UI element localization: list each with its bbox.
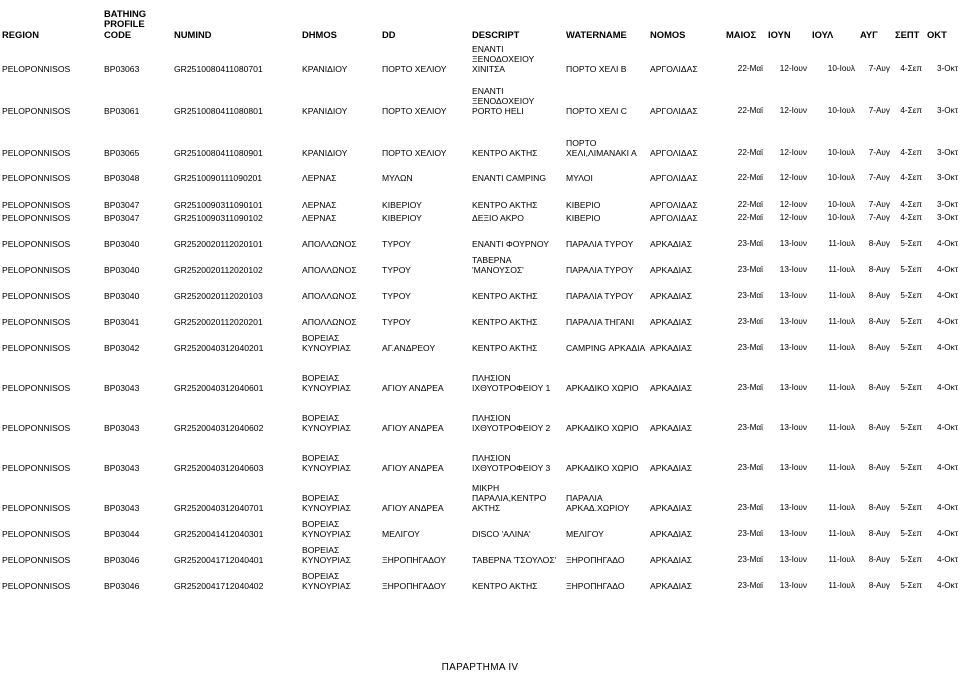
cell-dd: ΠΟΡΤΟ ΧΕΛΙΟΥ: [382, 64, 447, 74]
cell-avg: 8-Αυγ: [868, 317, 890, 326]
table-body: [0, 40, 960, 591]
table-row: [0, 473, 960, 513]
cell-dhmos: ΒΟΡΕΙΑΣ ΚΥΝΟΥΡΙΑΣ: [302, 413, 351, 433]
header-ioul: ΙΟΥΛ: [812, 28, 834, 40]
cell-avg: 8-Αυγ: [868, 463, 890, 472]
cell-ioun: 12-Ιουν: [779, 106, 807, 115]
cell-region: PELOPONNISOS: [2, 581, 71, 591]
cell-dhmos: ΒΟΡΕΙΑΣ ΚΥΝΟΥΡΙΑΣ: [302, 333, 351, 353]
cell-nomos: ΑΡΓΟΛΙΔΑΣ: [650, 213, 698, 223]
cell-profile-code: BP03047: [104, 200, 140, 210]
cell-region: PELOPONNISOS: [2, 383, 71, 393]
table-row: [0, 353, 960, 393]
cell-dd: ΑΓ.ΑΝΔΡΕΟΥ: [382, 343, 436, 353]
cell-maios: 23-Μαϊ: [737, 239, 763, 248]
cell-avg: 8-Αυγ: [868, 581, 890, 590]
cell-nomos: ΑΡΚΑΔΙΑΣ: [650, 265, 693, 275]
cell-dhmos: ΒΟΡΕΙΑΣ ΚΥΝΟΥΡΙΑΣ: [302, 373, 351, 393]
cell-watername: ΜΥΛΟΙ: [566, 173, 593, 183]
cell-profile-code: BP03061: [104, 106, 140, 116]
cell-numind: GR2520020112020103: [174, 291, 263, 301]
cell-numind: GR2510080411080801: [174, 106, 263, 116]
cell-descript: ΚΕΝΤΡΟ ΑΚΤΗΣ: [472, 343, 538, 353]
cell-numind: GR2520020112020102: [174, 265, 263, 275]
header-bathing-profile-code: BATHING PROFILE CODE: [104, 7, 147, 40]
cell-watername: ΑΡΚΑΔΙΚΟ ΧΩΡΙΟ: [566, 463, 639, 473]
cell-maios: 23-Μαϊ: [737, 343, 763, 352]
cell-dd: ΤΥΡΟΥ: [382, 317, 411, 327]
header-row: [0, 0, 960, 40]
cell-ioul: 11-Ιουλ: [828, 265, 855, 274]
cell-dhmos: ΛΕΡΝΑΣ: [302, 213, 337, 223]
cell-region: PELOPONNISOS: [2, 148, 71, 158]
cell-ioul: 10-Ιουλ: [827, 213, 855, 222]
cell-profile-code: BP03043: [104, 423, 140, 433]
cell-maios: 23-Μαϊ: [737, 503, 763, 512]
cell-watername: ΞΗΡΟΠΗΓΑΔΟ: [566, 555, 625, 565]
cell-nomos: ΑΡΓΟΛΙΔΑΣ: [650, 64, 698, 74]
cell-ioun: 13-Ιουν: [779, 423, 807, 432]
cell-numind: GR2510080411080701: [174, 64, 263, 74]
cell-ioun: 13-Ιουν: [779, 239, 807, 248]
cell-avg: 7-Αυγ: [868, 106, 890, 115]
cell-region: PELOPONNISOS: [2, 343, 71, 353]
cell-numind: GR2510090311090102: [174, 213, 263, 223]
cell-okt: 4-Οκτ: [937, 423, 958, 432]
cell-descript: ΜΙΚΡΗ ΠΑΡΑΛΙΑ,ΚΕΝΤΡΟ ΑΚΤΗΣ: [472, 483, 547, 513]
cell-ioul: 11-Ιουλ: [828, 383, 855, 392]
cell-profile-code: BP03065: [104, 148, 140, 158]
cell-nomos: ΑΡΚΑΔΙΑΣ: [650, 529, 693, 539]
cell-descript: ΚΕΝΤΡΟ ΑΚΤΗΣ: [472, 200, 538, 210]
cell-dhmos: ΛΕΡΝΑΣ: [302, 200, 337, 210]
header-ioun: ΙΟΥΝ: [768, 28, 791, 40]
cell-numind: GR2520040312040602: [174, 423, 264, 433]
cell-region: PELOPONNISOS: [2, 239, 71, 249]
cell-dd: ΞΗΡΟΠΗΓΑΔΟΥ: [382, 581, 446, 591]
cell-ioun: 13-Ιουν: [779, 463, 807, 472]
cell-dd: ΑΓΙΟΥ ΑΝΔΡΕΑ: [382, 463, 444, 473]
cell-ioul: 11-Ιουλ: [828, 343, 855, 352]
header-maios: ΜΑΙΟΣ: [726, 28, 757, 40]
cell-maios: 23-Μαϊ: [737, 317, 763, 326]
cell-nomos: ΑΡΓΟΛΙΔΑΣ: [650, 106, 698, 116]
cell-maios: 22-Μαϊ: [737, 173, 763, 182]
cell-numind: GR2520020112020101: [174, 239, 263, 249]
cell-maios: 22-Μαϊ: [737, 200, 763, 209]
cell-okt: 4-Οκτ: [937, 317, 958, 326]
cell-dhmos: ΒΟΡΕΙΑΣ ΚΥΝΟΥΡΙΑΣ: [302, 453, 351, 473]
table-row: [0, 223, 960, 249]
cell-dhmos: ΑΠΟΛΛΩΝΟΣ: [302, 317, 357, 327]
cell-nomos: ΑΡΚΑΔΙΑΣ: [650, 555, 693, 565]
cell-ioul: 10-Ιουλ: [827, 148, 855, 157]
cell-ioun: 13-Ιουν: [779, 291, 807, 300]
cell-dd: ΤΥΡΟΥ: [382, 239, 411, 249]
header-dd: DD: [382, 28, 396, 40]
cell-dhmos: ΑΠΟΛΛΩΝΟΣ: [302, 239, 357, 249]
cell-sept: 4-Σεπ: [900, 173, 922, 182]
cell-dd: ΑΓΙΟΥ ΑΝΔΡΕΑ: [382, 423, 444, 433]
cell-watername: ΠΟΡΤΟ ΧΕΛΙ,ΛΙΜΑΝΑΚΙ Α: [566, 138, 637, 158]
cell-ioul: 11-Ιουλ: [828, 423, 855, 432]
cell-region: PELOPONNISOS: [2, 106, 71, 116]
cell-dhmos: ΑΠΟΛΛΩΝΟΣ: [302, 265, 357, 275]
cell-descript: ΕΝΑΝΤΙ ΞΕΝΟΔΟΧΕΙΟΥ PORTO HELI: [472, 86, 535, 116]
cell-dd: ΤΥΡΟΥ: [382, 265, 411, 275]
cell-ioul: 11-Ιουλ: [828, 463, 855, 472]
cell-numind: GR2520041412040301: [174, 529, 264, 539]
table-row: [0, 249, 960, 275]
cell-descript: ΔΕΞΙΟ ΑΚΡΟ: [472, 213, 524, 223]
cell-nomos: ΑΡΚΑΔΙΑΣ: [650, 423, 693, 433]
cell-nomos: ΑΡΚΑΔΙΑΣ: [650, 503, 693, 513]
cell-sept: 4-Σεπ: [900, 200, 922, 209]
cell-dhmos: ΛΕΡΝΑΣ: [302, 173, 337, 183]
cell-ioun: 13-Ιουν: [779, 265, 807, 274]
cell-profile-code: BP03044: [104, 529, 140, 539]
cell-maios: 23-Μαϊ: [737, 291, 763, 300]
cell-ioun: 12-Ιουν: [779, 173, 807, 182]
cell-ioul: 10-Ιουλ: [827, 200, 855, 209]
cell-sept: 5-Σεπ: [900, 291, 922, 300]
table-row: [0, 433, 960, 473]
cell-okt: 4-Οκτ: [937, 503, 958, 512]
cell-sept: 4-Σεπ: [900, 148, 922, 157]
cell-ioul: 11-Ιουλ: [828, 503, 855, 512]
cell-watername: ΞΗΡΟΠΗΓΑΔΟ: [566, 581, 625, 591]
cell-dhmos: ΚΡΑΝΙΔΙΟΥ: [302, 148, 348, 158]
cell-maios: 23-Μαϊ: [737, 529, 763, 538]
cell-descript: ΚΕΝΤΡΟ ΑΚΤΗΣ: [472, 291, 538, 301]
cell-watername: ΠΑΡΑΛΙΑ ΤΥΡΟΥ: [566, 239, 634, 249]
cell-nomos: ΑΡΚΑΔΙΑΣ: [650, 239, 693, 249]
cell-ioul: 11-Ιουλ: [828, 317, 855, 326]
cell-descript: ΚΕΝΤΡΟ ΑΚΤΗΣ: [472, 317, 538, 327]
cell-avg: 7-Αυγ: [868, 148, 890, 157]
cell-ioun: 13-Ιουν: [779, 317, 807, 326]
cell-avg: 8-Αυγ: [868, 503, 890, 512]
cell-descript: ΠΛΗΣΙΟΝ ΙΧΘΥΟΤΡΟΦΕΙΟΥ 3: [472, 453, 551, 473]
cell-sept: 4-Σεπ: [900, 213, 922, 222]
cell-maios: 23-Μαϊ: [737, 555, 763, 564]
cell-okt: 3-Οκτ: [937, 106, 958, 115]
cell-sept: 5-Σεπ: [900, 581, 922, 590]
table-row: [0, 301, 960, 327]
cell-region: PELOPONNISOS: [2, 423, 71, 433]
cell-maios: 22-Μαϊ: [737, 148, 763, 157]
cell-numind: GR2520041712040402: [174, 581, 264, 591]
header-sept: ΣΕΠΤ: [895, 28, 920, 40]
cell-descript: DISCO 'ΑΛΙΝΑ': [472, 529, 531, 539]
cell-ioun: 12-Ιουν: [779, 200, 807, 209]
cell-maios: 22-Μαϊ: [737, 64, 763, 73]
cell-numind: GR2520040312040701: [174, 503, 264, 513]
cell-ioun: 13-Ιουν: [779, 581, 807, 590]
cell-avg: 8-Αυγ: [868, 343, 890, 352]
cell-numind: GR2520020112020201: [174, 317, 263, 327]
header-avg: ΑΥΓ: [860, 28, 878, 40]
cell-sept: 5-Σεπ: [900, 383, 922, 392]
appendix-label: ΠΑΡΑΡΤΗΜΑ IV: [441, 662, 519, 673]
cell-numind: GR2520040312040603: [174, 463, 264, 473]
cell-okt: 4-Οκτ: [937, 239, 958, 248]
cell-numind: GR2510090111090201: [174, 173, 263, 183]
cell-avg: 7-Αυγ: [868, 213, 890, 222]
cell-watername: ΠΑΡΑΛΙΑ ΤΗΓΑΝΙ: [566, 317, 635, 327]
table-row: [0, 210, 960, 223]
cell-avg: 7-Αυγ: [868, 173, 890, 182]
cell-dhmos: ΑΠΟΛΛΩΝΟΣ: [302, 291, 357, 301]
cell-okt: 4-Οκτ: [937, 529, 958, 538]
cell-profile-code: BP03047: [104, 213, 140, 223]
cell-ioul: 10-Ιουλ: [827, 173, 855, 182]
cell-okt: 3-Οκτ: [937, 173, 958, 182]
cell-watername: ΚΙΒΕΡΙΟ: [566, 213, 601, 223]
cell-sept: 5-Σεπ: [900, 529, 922, 538]
cell-watername: ΠΑΡΑΛΙΑ ΑΡΚΑΔ.ΧΩΡΙΟΥ: [566, 493, 630, 513]
cell-dhmos: ΒΟΡΕΙΑΣ ΚΥΝΟΥΡΙΑΣ: [302, 519, 351, 539]
cell-profile-code: BP03042: [104, 343, 140, 353]
header-watername: WATERNAME: [566, 28, 627, 40]
cell-descript: ΕΝΑΝΤΙ CAMPING: [472, 173, 547, 183]
cell-watername: ΑΡΚΑΔΙΚΟ ΧΩΡΙΟ: [566, 423, 639, 433]
cell-dhmos: ΒΟΡΕΙΑΣ ΚΥΝΟΥΡΙΑΣ: [302, 571, 351, 591]
cell-region: PELOPONNISOS: [2, 200, 71, 210]
cell-sept: 5-Σεπ: [900, 503, 922, 512]
cell-nomos: ΑΡΓΟΛΙΔΑΣ: [650, 173, 698, 183]
cell-sept: 5-Σεπ: [900, 239, 922, 248]
cell-nomos: ΑΡΚΑΔΙΑΣ: [650, 463, 693, 473]
table-row: [0, 565, 960, 591]
cell-region: PELOPONNISOS: [2, 64, 71, 74]
cell-okt: 3-Οκτ: [937, 64, 958, 73]
header-okt: ΟΚΤ: [927, 28, 947, 40]
cell-region: PELOPONNISOS: [2, 291, 71, 301]
cell-avg: 8-Αυγ: [868, 529, 890, 538]
cell-maios: 23-Μαϊ: [737, 265, 763, 274]
cell-ioul: 10-Ιουλ: [827, 64, 855, 73]
cell-okt: 3-Οκτ: [937, 148, 958, 157]
cell-nomos: ΑΡΓΟΛΙΔΑΣ: [650, 200, 698, 210]
cell-descript: ΚΕΝΤΡΟ ΑΚΤΗΣ: [472, 581, 538, 591]
cell-dd: ΠΟΡΤΟ ΧΕΛΙΟΥ: [382, 106, 447, 116]
table-row: [0, 74, 960, 116]
cell-okt: 4-Οκτ: [937, 555, 958, 564]
cell-watername: CAMPING ΑΡΚΑΔΙΑ: [566, 343, 646, 353]
cell-descript: ΠΛΗΣΙΟΝ ΙΧΘΥΟΤΡΟΦΕΙΟΥ 2: [472, 413, 551, 433]
cell-descript: ΤΑΒΕΡΝΑ 'ΜΑΝΟΥΣΟΣ': [472, 255, 524, 275]
cell-maios: 23-Μαϊ: [737, 423, 763, 432]
cell-dhmos: ΚΡΑΝΙΔΙΟΥ: [302, 106, 348, 116]
cell-okt: 4-Οκτ: [937, 581, 958, 590]
header-region: REGION: [2, 28, 39, 40]
cell-dhmos: ΒΟΡΕΙΑΣ ΚΥΝΟΥΡΙΑΣ: [302, 545, 351, 565]
cell-sept: 5-Σεπ: [900, 555, 922, 564]
cell-okt: 4-Οκτ: [937, 463, 958, 472]
cell-descript: ΕΝΑΝΤΙ ΞΕΝΟΔΟΧΕΙΟΥ ΧΙΝΙΤΣΑ: [472, 44, 535, 74]
table-row: [0, 393, 960, 433]
table-row: [0, 327, 960, 353]
table-row: [0, 40, 960, 74]
cell-region: PELOPONNISOS: [2, 463, 71, 473]
header-nomos: NOMOS: [650, 28, 686, 40]
cell-region: PELOPONNISOS: [2, 213, 71, 223]
cell-okt: 4-Οκτ: [937, 383, 958, 392]
table-row: [0, 513, 960, 539]
cell-ioul: 11-Ιουλ: [828, 239, 855, 248]
table-row: [0, 158, 960, 183]
cell-nomos: ΑΡΓΟΛΙΔΑΣ: [650, 148, 698, 158]
cell-profile-code: BP03040: [104, 239, 140, 249]
cell-dd: ΚΙΒΕΡΙΟΥ: [382, 213, 422, 223]
cell-numind: GR2510080411080901: [174, 148, 263, 158]
cell-descript: ΕΝΑΝΤΙ ΦΟΥΡΝΟΥ: [472, 239, 549, 249]
cell-profile-code: BP03043: [104, 383, 140, 393]
cell-sept: 5-Σεπ: [900, 317, 922, 326]
cell-profile-code: BP03048: [104, 173, 140, 183]
table-row: [0, 116, 960, 158]
cell-avg: 8-Αυγ: [868, 239, 890, 248]
cell-maios: 22-Μαϊ: [737, 106, 763, 115]
cell-dhmos: ΒΟΡΕΙΑΣ ΚΥΝΟΥΡΙΑΣ: [302, 493, 351, 513]
cell-dd: ΠΟΡΤΟ ΧΕΛΙΟΥ: [382, 148, 447, 158]
cell-dd: ΑΓΙΟΥ ΑΝΔΡΕΑ: [382, 503, 444, 513]
cell-profile-code: BP03046: [104, 555, 140, 565]
cell-profile-code: BP03041: [104, 317, 140, 327]
cell-profile-code: BP03063: [104, 64, 140, 74]
table-header: [0, 0, 960, 40]
header-dhmos: DHMOS: [302, 28, 337, 40]
cell-ioul: 10-Ιουλ: [827, 106, 855, 115]
cell-dd: ΜΕΛΙΓΟΥ: [382, 529, 420, 539]
cell-region: PELOPONNISOS: [2, 317, 71, 327]
cell-ioun: 13-Ιουν: [779, 383, 807, 392]
cell-avg: 8-Αυγ: [868, 423, 890, 432]
cell-avg: 7-Αυγ: [868, 200, 890, 209]
cell-nomos: ΑΡΚΑΔΙΑΣ: [650, 383, 693, 393]
cell-descript: ΚΕΝΤΡΟ ΑΚΤΗΣ: [472, 148, 538, 158]
cell-numind: GR2520040312040201: [174, 343, 264, 353]
table-row: [0, 539, 960, 565]
cell-ioun: 12-Ιουν: [779, 213, 807, 222]
table-row: [0, 183, 960, 210]
cell-sept: 5-Σεπ: [900, 463, 922, 472]
cell-descript: ΠΛΗΣΙΟΝ ΙΧΘΥΟΤΡΟΦΕΙΟΥ 1: [472, 373, 551, 393]
cell-okt: 3-Οκτ: [937, 213, 958, 222]
cell-profile-code: BP03040: [104, 291, 140, 301]
cell-region: PELOPONNISOS: [2, 265, 71, 275]
cell-ioun: 12-Ιουν: [779, 64, 807, 73]
cell-avg: 8-Αυγ: [868, 291, 890, 300]
cell-descript: ΤΑΒΕΡΝΑ 'ΤΣΟΥΛΟΣ': [472, 555, 557, 565]
cell-nomos: ΑΡΚΑΔΙΑΣ: [650, 343, 693, 353]
cell-okt: 4-Οκτ: [937, 291, 958, 300]
cell-region: PELOPONNISOS: [2, 503, 71, 513]
cell-maios: 23-Μαϊ: [737, 463, 763, 472]
cell-dd: ΞΗΡΟΠΗΓΑΔΟΥ: [382, 555, 446, 565]
cell-ioul: 11-Ιουλ: [828, 555, 855, 564]
cell-okt: 3-Οκτ: [937, 200, 958, 209]
cell-ioun: 13-Ιουν: [779, 529, 807, 538]
cell-dd: ΑΓΙΟΥ ΑΝΔΡΕΑ: [382, 383, 444, 393]
cell-profile-code: BP03040: [104, 265, 140, 275]
cell-region: PELOPONNISOS: [2, 173, 71, 183]
cell-watername: ΠΑΡΑΛΙΑ ΤΥΡΟΥ: [566, 291, 634, 301]
header-descript: DESCRIPT: [472, 28, 520, 40]
cell-maios: 22-Μαϊ: [737, 213, 763, 222]
cell-sept: 4-Σεπ: [900, 64, 922, 73]
cell-avg: 8-Αυγ: [868, 383, 890, 392]
cell-maios: 23-Μαϊ: [737, 581, 763, 590]
cell-ioul: 11-Ιουλ: [828, 581, 855, 590]
cell-nomos: ΑΡΚΑΔΙΑΣ: [650, 317, 693, 327]
cell-avg: 8-Αυγ: [868, 555, 890, 564]
cell-ioun: 13-Ιουν: [779, 555, 807, 564]
cell-avg: 8-Αυγ: [868, 265, 890, 274]
cell-ioul: 11-Ιουλ: [828, 291, 855, 300]
cell-numind: GR2510090311090101: [174, 200, 263, 210]
cell-ioun: 13-Ιουν: [779, 503, 807, 512]
cell-ioun: 13-Ιουν: [779, 343, 807, 352]
cell-dhmos: ΚΡΑΝΙΔΙΟΥ: [302, 64, 348, 74]
header-numind: NUMIND: [174, 28, 212, 40]
cell-ioul: 11-Ιουλ: [828, 529, 855, 538]
cell-dd: ΤΥΡΟΥ: [382, 291, 411, 301]
cell-profile-code: BP03046: [104, 581, 140, 591]
cell-watername: ΠΑΡΑΛΙΑ ΤΥΡΟΥ: [566, 265, 634, 275]
cell-region: PELOPONNISOS: [2, 555, 71, 565]
cell-nomos: ΑΡΚΑΔΙΑΣ: [650, 581, 693, 591]
cell-profile-code: BP03043: [104, 463, 140, 473]
cell-numind: GR2520041712040401: [174, 555, 264, 565]
cell-okt: 4-Οκτ: [937, 343, 958, 352]
cell-watername: ΜΕΛΙΓΟΥ: [566, 529, 604, 539]
cell-watername: ΠΟΡΤΟ ΧΕΛΙ Β: [566, 64, 627, 74]
cell-ioun: 12-Ιουν: [779, 148, 807, 157]
cell-okt: 4-Οκτ: [937, 265, 958, 274]
cell-sept: 5-Σεπ: [900, 423, 922, 432]
cell-sept: 5-Σεπ: [900, 265, 922, 274]
cell-profile-code: BP03043: [104, 503, 140, 513]
cell-sept: 5-Σεπ: [900, 343, 922, 352]
cell-dd: ΜΥΛΩΝ: [382, 173, 413, 183]
cell-sept: 4-Σεπ: [900, 106, 922, 115]
cell-watername: ΚΙΒΕΡΙΟ: [566, 200, 601, 210]
cell-avg: 7-Αυγ: [868, 64, 890, 73]
table-row: [0, 275, 960, 301]
cell-dd: ΚΙΒΕΡΙΟΥ: [382, 200, 422, 210]
cell-nomos: ΑΡΚΑΔΙΑΣ: [650, 291, 693, 301]
cell-maios: 23-Μαϊ: [737, 383, 763, 392]
cell-numind: GR2520040312040601: [174, 383, 264, 393]
cell-region: PELOPONNISOS: [2, 529, 71, 539]
cell-watername: ΑΡΚΑΔΙΚΟ ΧΩΡΙΟ: [566, 383, 639, 393]
cell-watername: ΠΟΡΤΟ ΧΕΛΙ C: [566, 106, 627, 116]
